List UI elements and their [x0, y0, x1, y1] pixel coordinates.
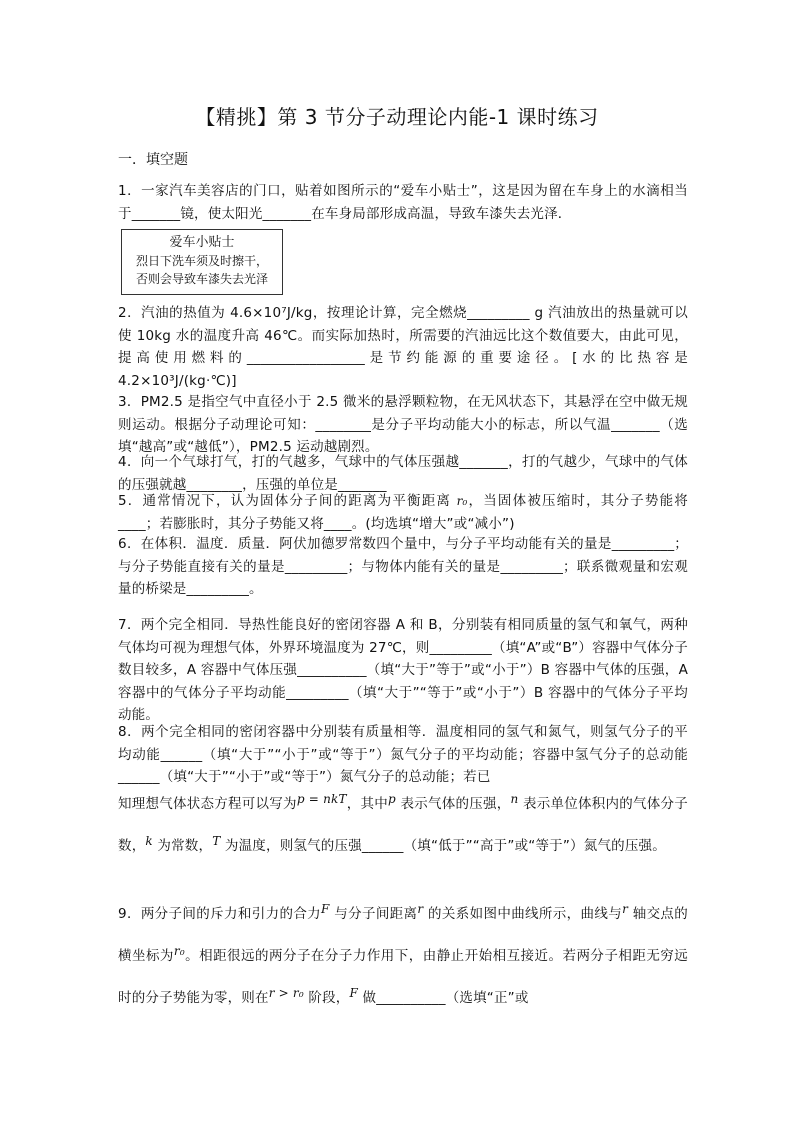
question-7	[118, 614, 688, 727]
symbol-f: F	[321, 902, 330, 916]
symbol-f-2: F	[349, 986, 358, 1000]
question-8-formula-text: 知理想气体状态方程可以写为p = nkT，其中p 表示气体的压强，n 表示单位体积内的气体分子数，k 为常数，T 为温度，则氢气的压强______（填“低于”“高于”或“等于”）氮气的压强。	[118, 792, 688, 854]
question-7-text: 7．两个完全相同．导热性能良好的密闭容器 A 和 B，分别装有相同质量的氢气和氧气，两种气体均可视为理想气体，外界环境温度为 27℃，则_________（填“A”或“B”）容器中气体分子数目较多，A 容器中气体压强__________（填“大于”等于”或“小于”）B 容器中气体的压强，A 容器中的气体分子平均动能_________（填“大于”“等于”或“小于”）B 容器中的气体分子平均动能。	[118, 617, 688, 723]
question-2-text: 2．汽油的热值为 4.6×10⁷J/kg，按理论计算，完全燃烧_________ g 汽油放出的热量就可以使 10kg 水的温度升高 46℃。而实际加热时，所需要的汽油远比这个数值要大，由此可见，提高使用燃料的_________________是节约能源的重要途径。[水的比热容是 4.2×10³J/(kg·℃)]	[118, 305, 688, 389]
question-4-text: 4．向一个气球打气，打的气越多，气球中的气体压强越_______，打的气越少，气球中的气体的压强就越________，压强的单位是_______	[118, 454, 688, 493]
notice-line-2: 否则会导致车漆失去光泽	[135, 272, 268, 286]
question-1-text: 1．一家汽车美容店的门口，贴着如图所示的“爱车小贴士”，这是因为留在车身上的水滴相当于_______镜，使太阳光_______在车身局部形成高温，导致车漆失去光泽．	[118, 183, 688, 222]
question-8-part-1	[118, 721, 688, 789]
symbol-r: r	[417, 902, 424, 916]
question-2	[118, 302, 688, 392]
question-1	[118, 180, 688, 225]
question-9-text: 9．两分子间的斥力和引力的合力F 与分子间距离r 的关系如图中曲线所示，曲线与r 轴交点的横坐标为r₀。相距很远的两分子在分子力作用下，由静止开始相互接近。若两分子相距无穷远时的分子势能为零，则在r > r₀ 阶段，F 做__________（选填“正”或	[118, 902, 688, 1006]
symbol-r0: r₀	[173, 944, 185, 958]
question-3	[118, 391, 688, 459]
symbol-k: k	[145, 834, 153, 848]
symbol-t: T	[212, 834, 221, 848]
page-title: 【精挑】第 3 节分子动理论内能-1 课时练习	[195, 105, 599, 129]
question-5-text: 5．通常情况下，认为固体分子间的距离为平衡距离 r₀，当固体被压缩时，其分子势能将____；若膨胀时，其分子势能又将____。(均选填“增大”或“减小”)	[118, 493, 688, 532]
question-6	[118, 533, 688, 601]
notice-box	[121, 229, 283, 295]
question-8-text: 8．两个完全相同的密闭容器中分别装有质量相等．温度相同的氢气和氮气，则氢气分子的平均动能______（填“大于”“小于”或“等于”）氮气分子的平均动能；容器中氢气分子的总动能______（填“大于”“小于”或“等于”）氮气分子的总动能；若已	[118, 724, 688, 785]
question-5	[118, 490, 688, 535]
condition-r-gt-r0: r > r₀	[268, 986, 304, 1000]
question-3-text: 3．PM2.5 是指空气中直径小于 2.5 微米的悬浮颗粒物，在无风状态下，其悬浮在空中做无规则运动。根据分子动理论可知：________是分子平均动能大小的标志，所以气温_______（选填“越高”或“越低”），PM2.5 运动越剧烈。	[118, 394, 688, 455]
notice-line-1: 烈日下洗车须及时擦干，	[135, 254, 268, 268]
section-heading: 一．填空题	[118, 152, 188, 168]
question-9	[118, 893, 688, 1019]
symbol-r-axis: r	[622, 902, 629, 916]
formula-p-nkt: p = nkT	[296, 792, 347, 806]
symbol-n: n	[510, 792, 519, 806]
question-8-part-2	[118, 783, 688, 867]
r0-symbol: r₀	[456, 494, 468, 508]
question-6-text: 6．在体积．温度．质量．阿伏加德罗常数四个量中，与分子平均动能有关的量是_________；与分子势能直接有关的量是_________；与物体内能有关的量是_________；联系微观量和宏观量的桥梁是_________。	[118, 536, 688, 597]
symbol-p: p	[388, 792, 396, 806]
notice-title: 爱车小贴士	[169, 235, 235, 250]
